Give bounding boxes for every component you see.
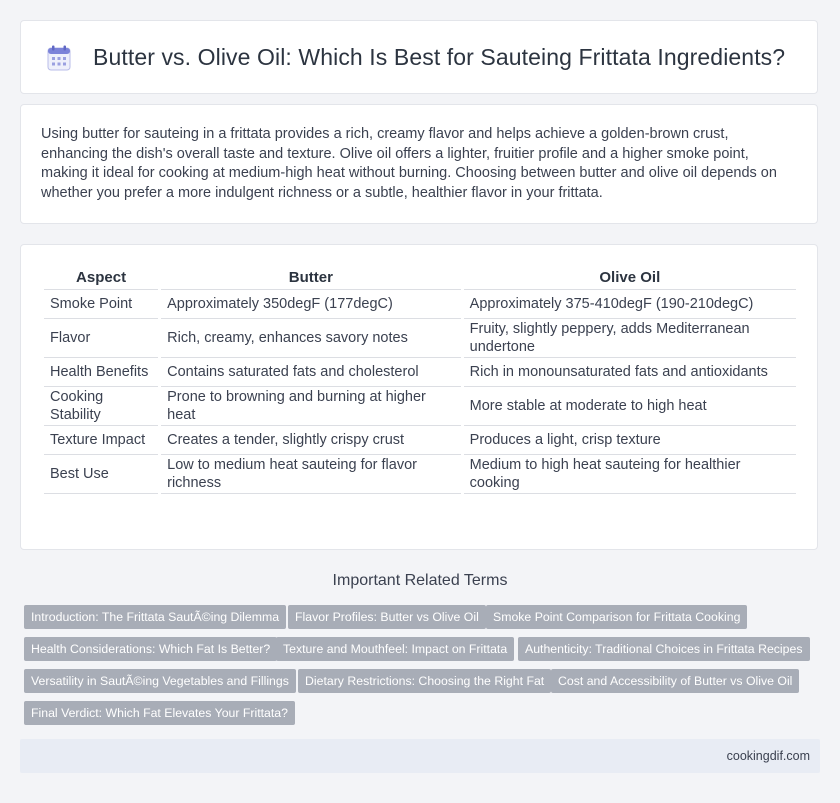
calendar-icon [47, 45, 71, 71]
table-cell: Medium to high heat sauteing for healthier cooking [464, 455, 796, 494]
column-header-olive-oil: Olive Oil [464, 265, 796, 290]
table-cell: Prone to browning and burning at higher heat [161, 387, 461, 426]
table-cell: Texture Impact [44, 426, 158, 455]
table-cell: Produces a light, crisp texture [464, 426, 796, 455]
related-term-tag[interactable]: Cost and Accessibility of Butter vs Olive Oil [551, 669, 799, 693]
related-term-tag[interactable]: Authenticity: Traditional Choices in Frittata Recipes [518, 637, 810, 661]
related-terms-title: Important Related Terms [332, 572, 508, 589]
table-cell: Fruity, slightly peppery, adds Mediterranean undertone [464, 319, 796, 358]
related-term-tag[interactable]: Versatility in SautÃ©ing Vegetables and Fillings [24, 669, 296, 693]
footer-site-link[interactable]: cookingdif.com [726, 749, 810, 763]
comparison-table [41, 265, 799, 494]
header-card [20, 20, 818, 94]
table-cell: More stable at moderate to high heat [464, 387, 796, 426]
table-cell: Low to medium heat sauteing for flavor richness [161, 455, 461, 494]
table-row [44, 358, 796, 387]
related-term-tag[interactable]: Health Considerations: Which Fat Is Better? [24, 637, 277, 661]
footer [20, 739, 820, 773]
table-cell: Rich, creamy, enhances savory notes [161, 319, 461, 358]
related-term-tag[interactable]: Smoke Point Comparison for Frittata Cooking [486, 605, 747, 629]
intro-card [20, 104, 818, 224]
table-cell: Flavor [44, 319, 158, 358]
related-term-tag[interactable]: Introduction: The Frittata SautÃ©ing Dilemma [24, 605, 286, 629]
page-title: Butter vs. Olive Oil: Which Is Best for Sauteing Frittata Ingredients? [93, 44, 786, 70]
table-cell: Cooking Stability [44, 387, 158, 426]
related-term-tag[interactable]: Dietary Restrictions: Choosing the Right Fat [298, 669, 551, 693]
table-row [44, 455, 796, 494]
table-cell: Contains saturated fats and cholesterol [161, 358, 461, 387]
table-header-row [44, 265, 796, 290]
column-header-aspect: Aspect [44, 265, 158, 290]
table-cell: Creates a tender, slightly crispy crust [161, 426, 461, 455]
table-cell: Smoke Point [44, 290, 158, 319]
related-term-tag[interactable]: Flavor Profiles: Butter vs Olive Oil [288, 605, 486, 629]
comparison-card [20, 244, 818, 550]
table-cell: Approximately 375-410degF (190-210degC) [464, 290, 796, 319]
table-cell: Approximately 350degF (177degC) [161, 290, 461, 319]
table-row [44, 319, 796, 358]
table-cell: Best Use [44, 455, 158, 494]
related-term-tag[interactable]: Final Verdict: Which Fat Elevates Your Frittata? [24, 701, 295, 725]
intro-paragraph: Using butter for sauteing in a frittata provides a rich, creamy flavor and helps achieve a golden-brown crust, enhancing the dish's overall taste and texture. Olive oil offers a lighter, fruitier profile and a higher smoke point, making it ideal for cooking at medium-high heat without burning. Choosing between butter and olive oil depends on whether you prefer a more indulgent richness or a subtle, healthier flavor in your frittata. [41, 126, 777, 201]
table-row [44, 290, 796, 319]
column-header-butter: Butter [161, 265, 461, 290]
related-term-tag[interactable]: Texture and Mouthfeel: Impact on Frittata [276, 637, 514, 661]
table-cell: Rich in monounsaturated fats and antioxidants [464, 358, 796, 387]
table-row [44, 387, 796, 426]
table-cell: Health Benefits [44, 358, 158, 387]
table-row [44, 426, 796, 455]
